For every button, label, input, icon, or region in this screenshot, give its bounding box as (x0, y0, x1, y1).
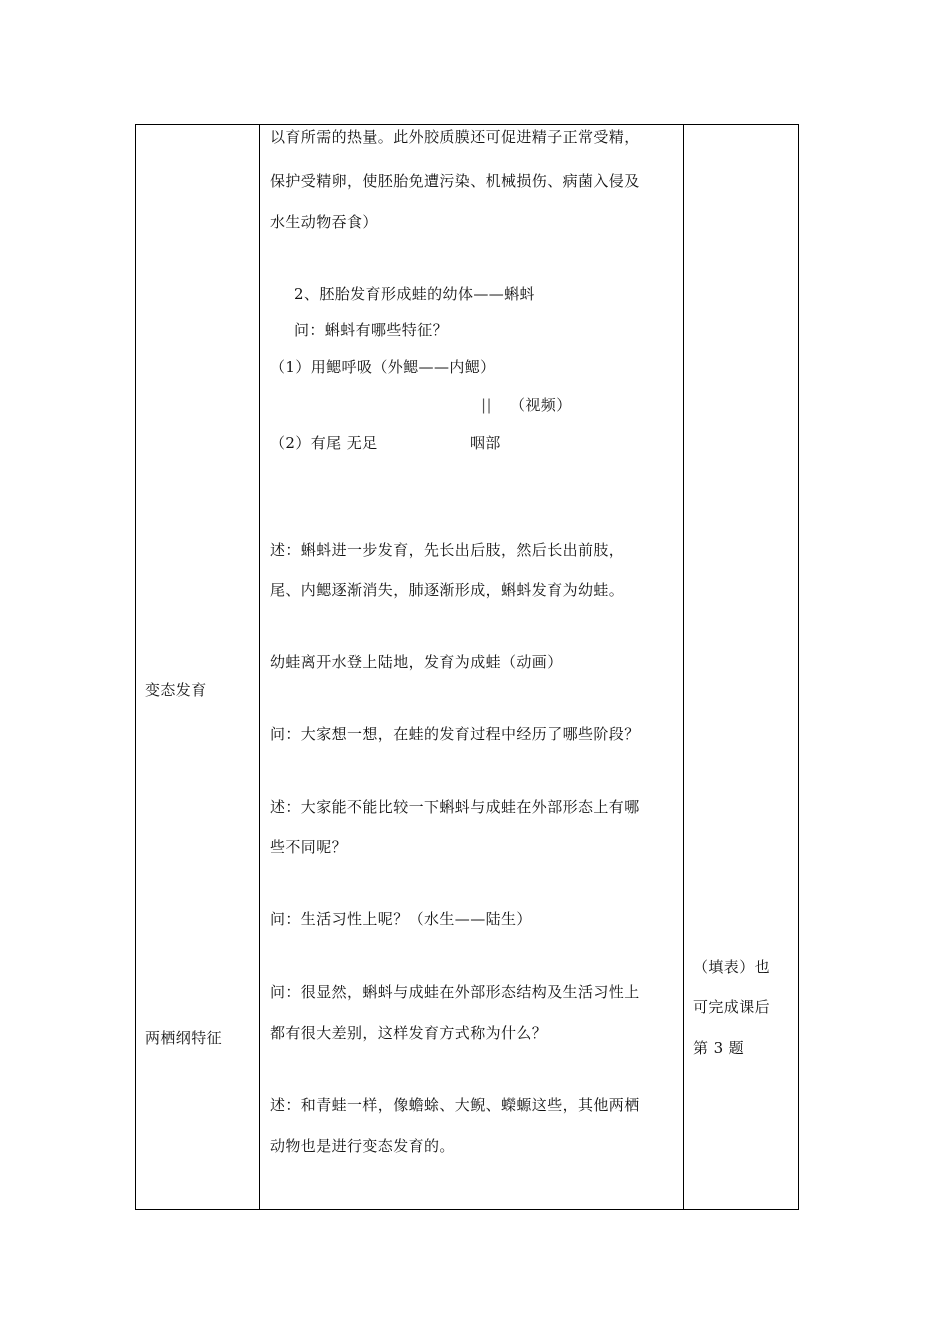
note-line: 可完成课后 (693, 998, 771, 1016)
column-divider (683, 125, 684, 1209)
text-line: 问：蝌蚪有哪些特征？ (294, 321, 449, 339)
text-line: 水生动物吞食） (270, 213, 378, 231)
text-line: （2）有尾 无足 (270, 434, 378, 452)
section-label-amphibian-traits: 两栖纲特征 (145, 1029, 223, 1047)
text-line: 2、胚胎发育形成蛙的幼体——蝌蚪 (294, 285, 535, 303)
arrow-marks: || (481, 396, 492, 414)
note-line: 第 3 题 (693, 1039, 745, 1057)
note-line: （填表）也 (693, 958, 771, 976)
text-line: 咽部 (470, 434, 501, 452)
text-line: 问：很显然，蝌蚪与成蛙在外部形态结构及生活习性上 (270, 983, 640, 1001)
text-line: （1）用鳃呼吸（外鳃——内鳃） (270, 358, 496, 376)
text-line: 些不同呢？ (270, 838, 348, 856)
text-line: 幼蛙离开水登上陆地，发育为成蛙（动画） (270, 653, 563, 671)
section-label-metamorphosis: 变态发育 (145, 681, 207, 699)
text-line: 问：生活习性上呢？（水生——陆生） (270, 910, 532, 928)
text-line: 都有很大差别，这样发育方式称为什么？ (270, 1024, 548, 1042)
text-line: 述：大家能不能比较一下蝌蚪与成蛙在外部形态上有哪 (270, 798, 640, 816)
text-line: 保护受精卵，使胚胎免遭污染、机械损伤、病菌入侵及 (270, 172, 640, 190)
text-line: 动物也是进行变态发育的。 (270, 1137, 455, 1155)
text-line: 述：和青蛙一样，像蟾蜍、大鲵、蠑螈这些，其他两栖 (270, 1096, 640, 1114)
text-line: 以育所需的热量。此外胶质膜还可促进精子正常受精， (270, 128, 640, 146)
text-line: 述：蝌蚪进一步发育，先长出后肢，然后长出前肢， (270, 541, 625, 559)
text-line: （视频） (510, 396, 572, 414)
text-line: 问：大家想一想，在蛙的发育过程中经历了哪些阶段？ (270, 725, 640, 743)
text-line: 尾、内鳃逐渐消失，肺逐渐形成，蝌蚪发育为幼蛙。 (270, 581, 625, 599)
column-divider (259, 125, 260, 1209)
